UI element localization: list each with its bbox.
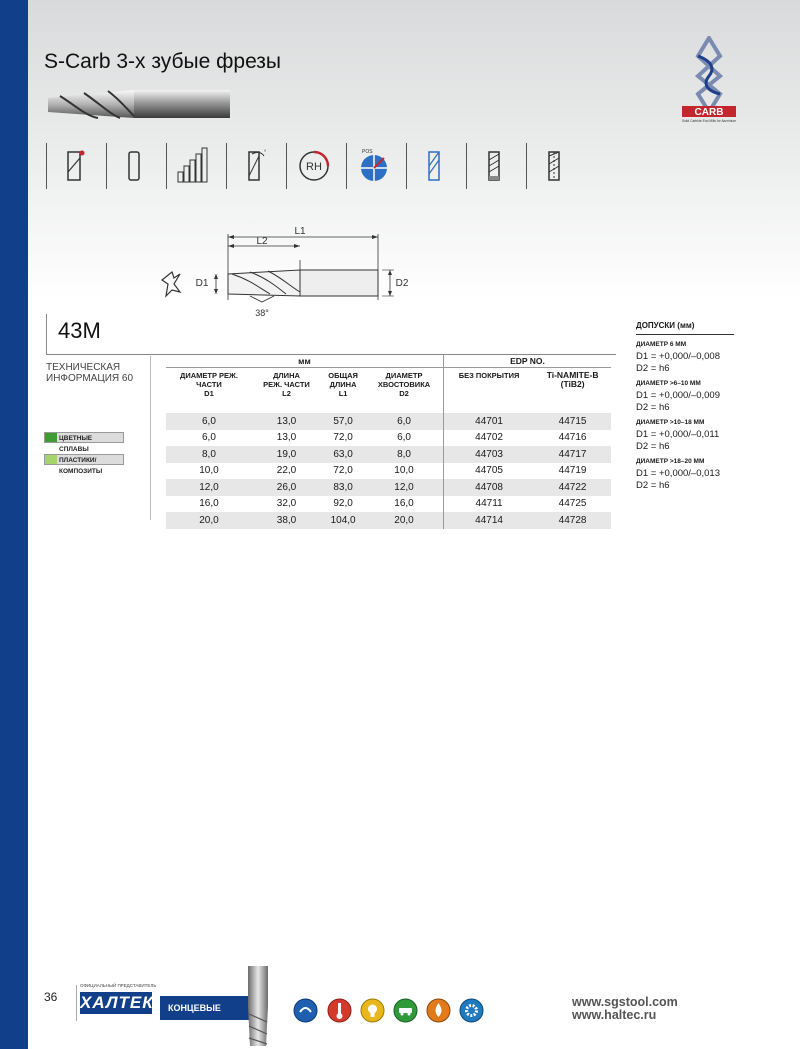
helix-angle-label: 38° [255,308,269,318]
tolerance-group: ДИАМЕТР >6–10 ММ D1 = +0,000/–0,009 D2 = h6 [636,380,720,413]
pos-rake-icon [346,143,400,189]
tech-info-ref: ТЕХНИЧЕСКАЯ ИНФОРМАЦИЯ 60 [46,362,134,384]
heat-feature-icon [327,998,352,1023]
light-feature-icon [360,998,385,1023]
model-number: 43M [58,318,101,343]
center-cutting-icon [46,143,100,189]
header-tinamite: Ti-NAMITE-B (TiB2) [546,370,599,389]
table-row: 12,0 26,0 83,0 12,0 44708 44722 [166,479,611,496]
table-row: 20,0 38,0 104,0 20,0 44714 44728 [166,512,611,529]
car-feature-icon [393,998,418,1023]
tolerance-group: ДИАМЕТР >18–20 ММ D1 = +0,000/–0,013 D2 = h6 [636,458,720,491]
header-d2: ДИАМЕТР ХВОСТОВИКА D2 [377,371,431,398]
legend-label: ЦВЕТНЫЕ СПЛАВЫ [59,435,93,453]
legend-swatch [45,433,57,442]
footer-divider [76,985,77,1021]
url-sgstool[interactable]: www.sgstool.com [572,995,678,1009]
logo-text: CARB [694,107,724,118]
url-haltec[interactable]: www.haltec.ru [572,1008,657,1022]
table-header-row [166,368,611,414]
table-row: 16,0 32,0 92,0 16,0 44711 44725 [166,496,611,513]
tolerance-group: ДИАМЕТР 6 ММ D1 = +0,000/–0,008 D2 = h6 [636,341,720,374]
page-number: 36 [44,990,58,1004]
tolerances-title: ДОПУСКИ (мм) [636,320,734,335]
footer-urls [572,996,678,1022]
table-row: 6,0 13,0 72,0 6,0 44702 44716 [166,430,611,447]
fire-feature-icon [426,998,451,1023]
svg-text:°: ° [263,150,266,156]
legend-plastics [44,454,124,475]
group-edp: EDP NO. [443,355,611,368]
header-l1: ОБЩАЯ ДЛИНА L1 [328,371,358,398]
header-l2: ДЛИНА РЕЖ. ЧАСТИ L2 [263,371,310,398]
flute-profile-icon [466,143,520,189]
section-badge: КОНЦЕВЫЕ ФРЕЗЫ [160,996,252,1020]
header-d1: ДИАМЕТР РЕЖ. ЧАСТИ D1 [179,371,238,398]
header-uncoated: БЕЗ ПОКРЫТИЯ [443,368,534,414]
official-rep-label: ОФИЦИАЛЬНЫЙ ПРЕДСТАВИТЕЛЬ [80,983,157,988]
rh-label: RH [305,161,322,173]
tolerances-panel [636,320,734,492]
steel-feature-icon [293,998,318,1023]
spiral-flute-icon [406,143,460,189]
section-divider [150,356,151,520]
straight-shank-icon [106,143,160,189]
legend-nonferrous [44,432,124,453]
end-mill-graphic [246,966,270,1046]
d2-label: D2 [395,278,409,289]
legend-swatch [45,455,57,464]
pos-label: POS [361,149,373,155]
end-mill-dimension-diagram [150,222,420,322]
l2-label: L2 [256,236,268,247]
table-row: 10,0 22,0 72,0 10,0 44705 44719 [166,463,611,480]
page-title: S-Carb 3-х зубые фрезы [44,50,282,73]
end-mill-photo [46,88,230,120]
group-mm: мм [166,355,443,368]
chipbreaker-icon [526,143,580,189]
legend-label: ПЛАСТИКИ/КОМПОЗИТЫ [59,457,103,475]
table-row: 8,0 19,0 63,0 8,0 44703 44717 [166,446,611,463]
left-sidebar-band [0,0,28,1049]
gear-feature-icon [459,998,484,1023]
table-group-header [166,355,611,368]
haltec-logo: ХАЛТЕК [80,993,154,1012]
spec-table [166,355,611,529]
s-carb-logo [678,36,740,128]
length-series-icon [166,143,220,189]
rotation-rh-icon [286,143,340,189]
feature-icon-row [46,143,576,189]
tolerance-group: ДИАМЕТР >10–18 ММ D1 = +0,000/–0,011 D2 = h6 [636,419,720,452]
table-row: 6,0 13,0 57,0 6,0 44701 44715 [166,413,611,430]
logo-subtext: Solid Carbide End Mills for Aluminum [681,119,737,123]
helix-angle-icon [226,143,280,189]
l1-label: L1 [294,226,306,237]
d1-label: D1 [195,278,209,289]
